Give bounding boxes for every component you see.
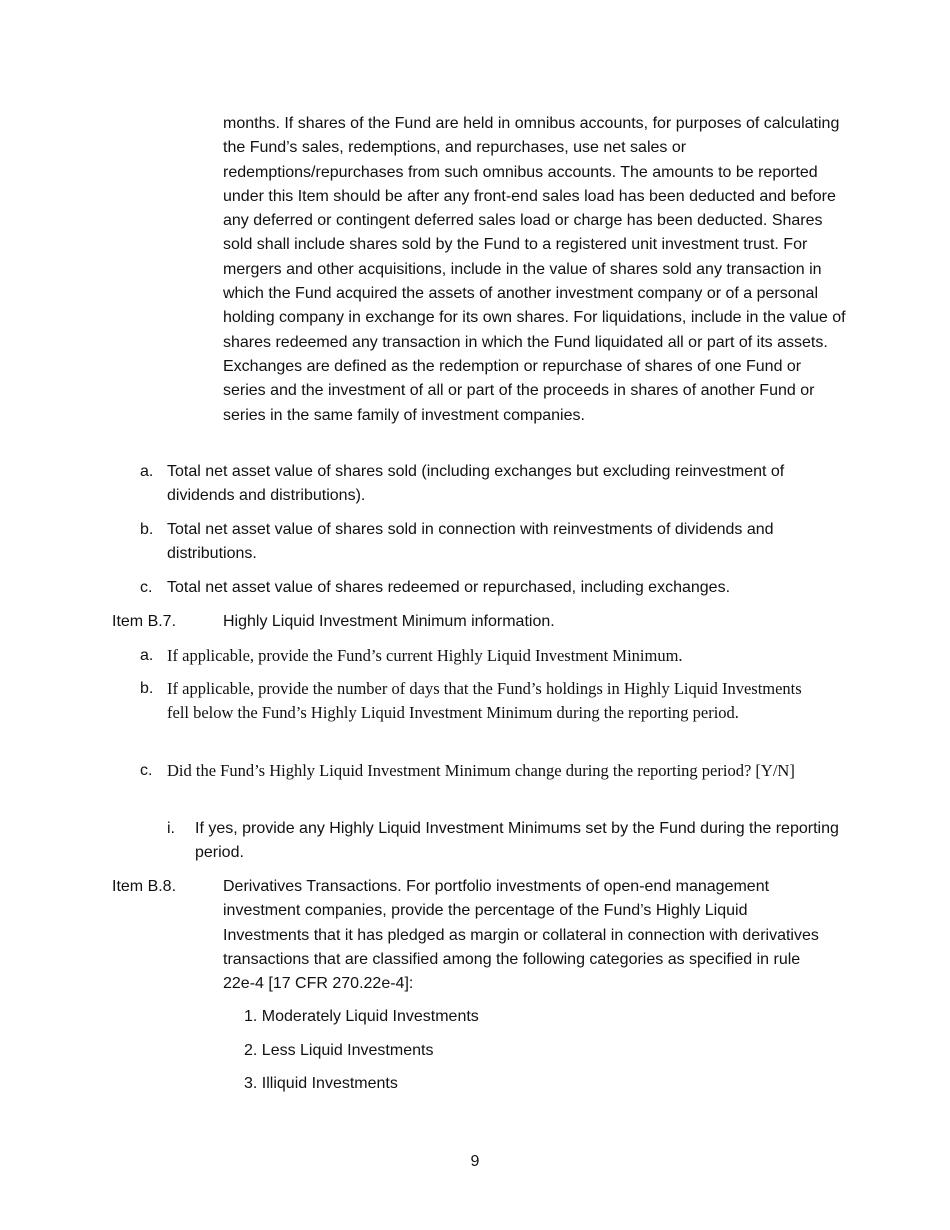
list-marker: b. [140, 680, 154, 697]
list-item-b6-b [140, 518, 850, 568]
item-b8 [112, 875, 852, 999]
list-text: Total net asset value of shares sold (including exchanges but excluding reinvestment of dividends and distributions). [167, 463, 785, 505]
list-item-b6-c [140, 576, 850, 602]
list-marker: a. [140, 463, 154, 480]
list-text: If applicable, provide the Fund’s current Highly Liquid Investment Minimum. [167, 646, 683, 665]
list-item-b7-c [140, 759, 850, 809]
list-item-b7-b [140, 677, 850, 751]
item-label: Item B.8. [112, 878, 177, 895]
item-title: Highly Liquid Investment Minimum information. [223, 613, 555, 630]
item-label: Item B.7. [112, 613, 177, 630]
category-item [244, 1072, 744, 1098]
item-b7-heading [112, 610, 852, 636]
category-item [244, 1005, 744, 1031]
list-text: Did the Fund’s Highly Liquid Investment Minimum change during the reporting period? [Y/N] [167, 761, 795, 780]
list-marker: a. [140, 647, 154, 664]
list-text: If applicable, provide the number of days that the Fund’s holdings in Highly Liquid Investments fell below the Fund’s Highly Liquid Investment Minimum during the reporting period. [167, 679, 802, 723]
list-marker: c. [140, 762, 153, 779]
list-text: If yes, provide any Highly Liquid Investment Minimums set by the Fund during the reporting period. [195, 820, 839, 862]
continuation-paragraph: months. If shares of the Fund are held in omnibus accounts, for purposes of calculating the Fund’s sales, redemptions, and repurchases, use net sales or redemptions/repurchases from such omnibus accounts. The amounts to be reported under this Item should be after any front-end sales load has been deducted and before any deferred or contingent deferred sales load or charge has been deducted. Shares sold shall include shares sold by the Fund to a registered unit investment trust. For mergers and other acquisitions, include in the value of shares sold any transaction in which the Fund acquired the assets of another investment company or of a personal holding company in exchange for its own shares. For liquidations, include in the value of shares redeemed any transaction in which the Fund liquidated all or part of its assets. Exchanges are defined as the redemption or repurchase of shares of one Fund or series and the investment of all or part of the proceeds in shares of another Fund or series in the same family of investment companies. [223, 115, 846, 424]
category-text: 1. Moderately Liquid Investments [244, 1008, 479, 1025]
list-marker: b. [140, 521, 154, 538]
list-text: Total net asset value of shares sold in connection with reinvestments of dividends and distributions. [167, 521, 774, 563]
list-text: Total net asset value of shares redeemed or repurchased, including exchanges. [167, 579, 731, 596]
list-item-b7-a [140, 644, 850, 670]
list-item-b7-c-i [167, 817, 852, 867]
item-text: Derivatives Transactions. For portfolio investments of open-end management investment companies, provide the percentage of the Fund’s Highly Liquid Investments that it has pledged as margin or collateral in connection with derivatives transactions that are classified among the following categories as specified in rule 22e-4 [17 CFR 270.22e-4]: [223, 878, 819, 993]
category-text: 2. Less Liquid Investments [244, 1042, 434, 1059]
category-item [244, 1039, 744, 1065]
category-text: 3. Illiquid Investments [244, 1075, 398, 1092]
page-number: 9 [470, 1153, 480, 1170]
list-marker: i. [167, 820, 175, 837]
list-marker: c. [140, 579, 153, 596]
list-item-b6-a [140, 460, 850, 510]
